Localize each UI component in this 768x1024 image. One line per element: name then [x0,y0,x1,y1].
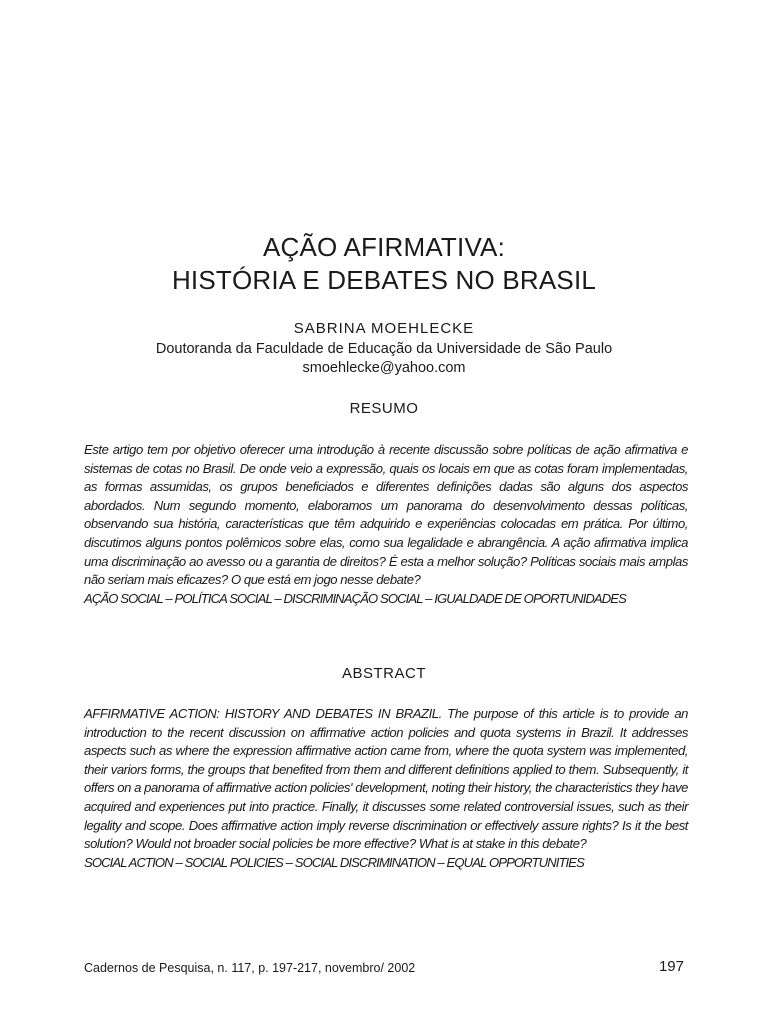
abstract-section [84,705,688,872]
resumo-keywords: AÇÃO SOCIAL – POLÍTICA SOCIAL – DISCRIMINAÇÃO SOCIAL – IGUALDADE DE OPORTUNIDADES [84,590,626,606]
resumo-section [84,441,688,608]
title-line-2: HISTÓRIA E DEBATES NO BRASIL [171,265,597,295]
page-number: 197 [658,958,684,975]
resumo-text: Este artigo tem por objetivo oferecer uma introdução à recente discussão sobre políticas de ação afirmativa e sistemas de cotas no Brasil. De onde veio a expressão, quais os locais em que as cotas foram implementadas, as formas assumidas, os grupos beneficiados e diferentes definições dadas são alguns dos aspectos abordados. Num segundo momento, elaboramos um panorama do desenvolvimento dessas políticas, observando sua história, características que têm adquirido e experiências colocadas em prática. Por último, discutimos alguns pontos polêmicos sobre elas, como sua legalidade e abrangência. A ação afirmativa implica uma discriminação ao avesso ou a garantia de direitos? É esta a melhor solução? Políticas sociais mais amplas não seriam mais eficazes? O que está em jogo nesse debate? [84,442,688,588]
author-email: smoehlecke@yahoo.com [302,360,466,376]
title-line-1: AÇÃO AFIRMATIVA: [262,232,506,262]
author-affiliation: Doutoranda da Faculdade de Educação da Universidade de São Paulo [155,341,613,357]
abstract-text: AFFIRMATIVE ACTION: HISTORY AND DEBATES IN BRAZIL. The purpose of this article is to provide an introduction to the recent discussion on affirmative action policies and quota systems in Brazil. It addresses aspects such as where the expression affirmative action came from, where the quota system was implemented, their variors forms, the groups that benefited from them and different definitions applied to them. Subsequently, it offers on a panorama of affirmative action policies' development, noting their history, the characteristics they have acquired and experiences put into practice. Finally, it discusses some related controversial issues, such as their legality and scope. Does affirmative action imply reverse discrimination or effectively assure rights? Is it the best solution? Would not broader social policies be more effective? What is at stake in this debate? [84,706,688,852]
resumo-heading: RESUMO [349,400,419,417]
author-name: SABRINA MOEHLECKE [293,320,475,337]
abstract-keywords: SOCIAL ACTION – SOCIAL POLICIES – SOCIAL DISCRIMINATION – EQUAL OPPORTUNITIES [84,854,584,870]
abstract-heading: ABSTRACT [341,665,426,682]
article-title [0,231,768,297]
journal-citation: Cadernos de Pesquisa, n. 117, p. 197-217, novembro/ 2002 [84,961,416,975]
